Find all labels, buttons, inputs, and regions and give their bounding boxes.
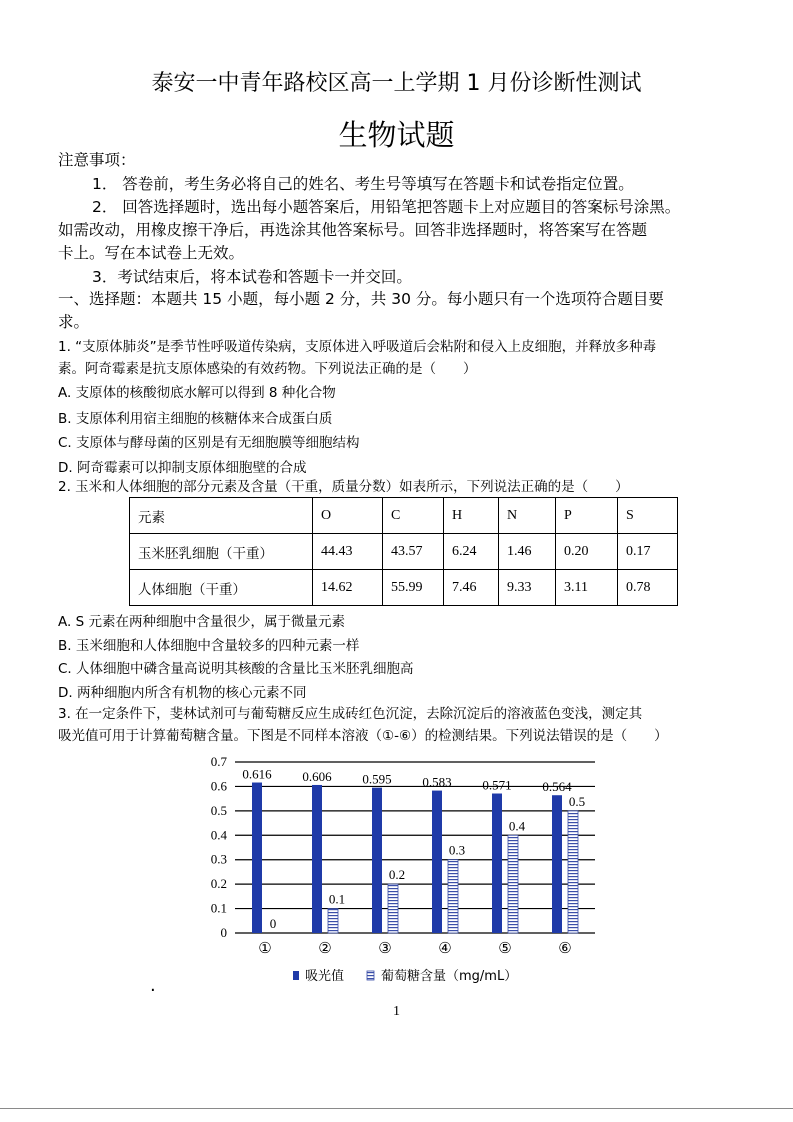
x-tick-label: ④	[438, 939, 452, 957]
table-header-cell: H	[444, 498, 499, 534]
x-tick-label: ③	[378, 939, 392, 957]
absorbance-bar	[432, 791, 442, 933]
q1-option-d: D. 阿奇霉素可以抑制支原体细胞壁的合成	[58, 460, 307, 476]
table-cell: 9.33	[499, 570, 556, 606]
table-cell: 7.46	[444, 570, 499, 606]
section-heading-line-1: 一、选择题：本题共 15 小题，每小题 2 分，共 30 分。每小题只有一个选项符合题目要	[58, 290, 664, 308]
q2-stem: 2. 玉米和人体细胞的部分元素及含量（干重，质量分数）如表所示，下列说法正确的是（ ）	[58, 479, 629, 495]
absorbance-bar	[492, 794, 502, 933]
y-tick-label: 0.7	[210, 754, 227, 769]
note-item-2-line-2: 如需改动，用橡皮擦干净后，再选涂其他答案标号。回答非选择题时，将答案写在答题	[58, 221, 648, 239]
q3-stem-line-2: 吸光值可用于计算葡萄糖含量。下图是不同样本溶液（①-⑥）的检测结果。下列说法错误的是（ ）	[58, 728, 668, 744]
note-item-1: 1． 答卷前，考生务必将自己的姓名、考生号等填写在答题卡和试卷指定位置。	[92, 175, 634, 193]
legend-glucose-label: 葡萄糖含量（mg/mL）	[381, 969, 518, 984]
table-header-cell: P	[556, 498, 618, 534]
y-tick-label: 0.4	[210, 827, 227, 843]
glucose-bar	[388, 884, 398, 933]
notes-heading: 注意事项：	[58, 151, 136, 169]
glucose-data-label: 0	[269, 916, 277, 931]
y-tick-label: 0.5	[210, 802, 227, 818]
q1-option-a: A. 支原体的核酸彻底水解可以得到 8 种化合物	[58, 385, 336, 401]
glucose-data-label: 0.2	[388, 867, 406, 883]
glucose-data-label: 0.1	[328, 891, 346, 907]
table-cell: 玉米胚乳细胞（干重）	[130, 534, 313, 570]
page-number: 1	[393, 1004, 400, 1019]
q2-option-b: B. 玉米细胞和人体细胞中含量较多的四种元素一样	[58, 638, 360, 654]
page-bottom-rule	[0, 1108, 793, 1109]
absorbance-data-label: 0.583	[422, 774, 452, 790]
y-tick-label: 0.1	[210, 900, 227, 916]
table-header-cell: 元素	[130, 498, 313, 534]
table-cell: 1.46	[499, 534, 556, 570]
table-row	[130, 570, 678, 606]
table-header-cell: N	[499, 498, 556, 534]
table-cell: 0.17	[618, 534, 678, 570]
table-cell: 0.20	[556, 534, 618, 570]
absorbance-bar	[372, 788, 382, 933]
element-content-table	[129, 497, 678, 606]
y-tick-label: 0.6	[210, 778, 227, 794]
table-cell: 0.78	[618, 570, 678, 606]
x-tick-label: ②	[318, 939, 332, 957]
glucose-data-label: 0.3	[448, 842, 466, 858]
absorbance-data-label: 0.571	[482, 777, 512, 793]
table-cell: 44.43	[313, 534, 383, 570]
glucose-data-label: 0.4	[508, 818, 526, 834]
exam-title: 泰安一中青年路校区高一上学期 1 月份诊断性测试	[151, 71, 642, 96]
subject-title: 生物试题	[338, 118, 455, 152]
q2-option-c: C. 人体细胞中磷含量高说明其核酸的含量比玉米胚乳细胞高	[58, 661, 414, 677]
table-header-row	[130, 498, 678, 534]
note-item-2-line-3: 卡上。写在本试卷上无效。	[58, 244, 245, 262]
absorbance-bar	[252, 783, 262, 933]
q2-option-a: A. S 元素在两种细胞中含量很少，属于微量元素	[58, 614, 345, 630]
glucose-data-label: 0.5	[568, 793, 586, 809]
glucose-bar	[328, 909, 338, 933]
x-tick-label: ⑥	[558, 939, 572, 957]
glucose-bar	[508, 835, 518, 933]
legend-absorbance-swatch	[293, 971, 299, 980]
glucose-bar	[448, 860, 458, 933]
glucose-absorbance-chart	[195, 750, 605, 995]
y-tick-label: 0.2	[210, 876, 227, 892]
stray-dot: .	[150, 975, 156, 996]
table-header-cell: S	[618, 498, 678, 534]
table-cell: 55.99	[383, 570, 444, 606]
q1-option-b: B. 支原体利用宿主细胞的核糖体来合成蛋白质	[58, 411, 333, 427]
table-cell: 43.57	[383, 534, 444, 570]
absorbance-bar	[312, 785, 322, 933]
absorbance-data-label: 0.606	[302, 768, 332, 784]
note-item-3: 3．考试结束后，将本试卷和答题卡一并交回。	[92, 268, 412, 286]
absorbance-bar	[552, 795, 562, 933]
table-header-cell: O	[313, 498, 383, 534]
absorbance-data-label: 0.564	[542, 779, 572, 795]
q3-stem-line-1: 3. 在一定条件下，斐林试剂可与葡萄糖反应生成砖红色沉淀，去除沉淀后的溶液蓝色变浅，测定其	[58, 706, 643, 722]
glucose-bar	[568, 811, 578, 933]
absorbance-data-label: 0.595	[362, 771, 392, 787]
x-tick-label: ⑤	[498, 939, 512, 957]
table-cell: 14.62	[313, 570, 383, 606]
y-tick-label: 0.3	[210, 851, 227, 867]
table-cell: 人体细胞（干重）	[130, 570, 313, 606]
q2-option-d: D. 两种细胞内所含有机物的核心元素不同	[58, 685, 307, 701]
y-tick-label: 0	[220, 925, 227, 940]
legend-absorbance-label: 吸光值	[305, 969, 345, 984]
table-row	[130, 534, 678, 570]
x-tick-label: ①	[258, 939, 272, 957]
legend-glucose-swatch	[367, 971, 374, 980]
table-cell: 3.11	[556, 570, 618, 606]
table-header-cell: C	[383, 498, 444, 534]
table-cell: 6.24	[444, 534, 499, 570]
q1-stem-line-1: 1. “支原体肺炎”是季节性呼吸道传染病，支原体进入呼吸道后会粘附和侵入上皮细胞，并释放多种毒	[58, 339, 657, 355]
q1-option-c: C. 支原体与酵母菌的区别是有无细胞膜等细胞结构	[58, 435, 360, 451]
note-item-2-line-1: 2． 回答选择题时，选出每小题答案后，用铅笔把答题卡上对应题目的答案标号涂黑。	[92, 198, 681, 216]
absorbance-data-label: 0.616	[242, 766, 272, 782]
q1-stem-line-2: 素。阿奇霉素是抗支原体感染的有效药物。下列说法正确的是（ ）	[58, 361, 477, 377]
section-heading-line-2: 求。	[58, 313, 90, 331]
